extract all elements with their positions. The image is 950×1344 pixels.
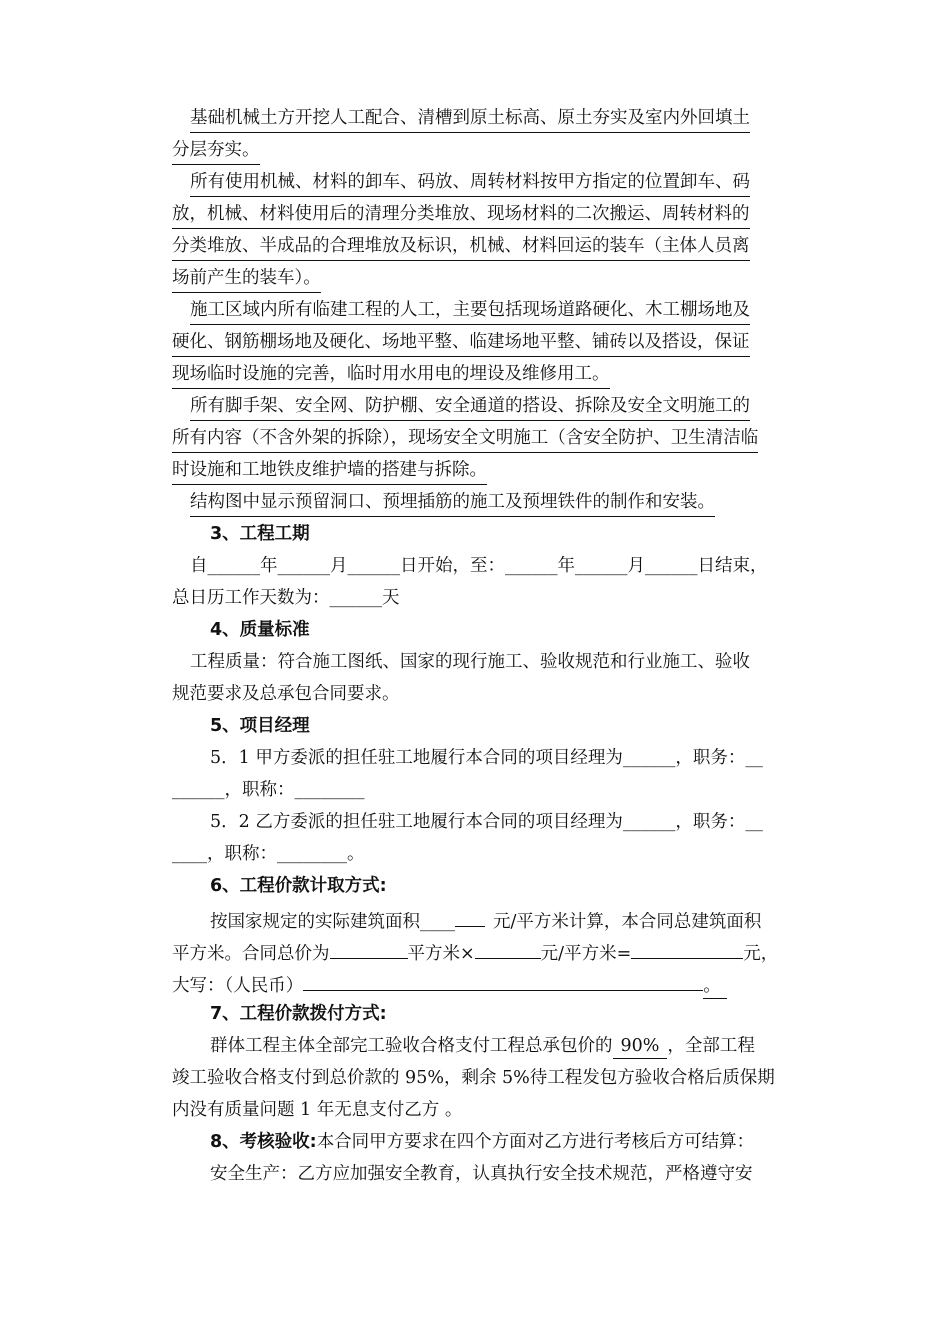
s6-line2 [172, 938, 778, 964]
s6-line2-d: 元， [743, 944, 779, 964]
section-6-heading: 6、工程价款计取方式: [210, 876, 387, 896]
s5-line1: 5．1 甲方委派的担任驻工地履行本合同的项目经理为______，职务：__ [210, 748, 763, 768]
s7-line3: 内没有质量问题 1 年无息支付乙方 。 [172, 1100, 463, 1120]
unit-price-blank[interactable] [475, 938, 541, 959]
s6-line1-b: 元/平方米计算，本合同总建筑面积 [493, 912, 762, 932]
scope-p2-line1: 所有使用机械、材料的卸车、码放、周转材料按甲方指定的位置卸车、码 [190, 170, 750, 197]
s3-line1: 自______年______月______日开始，至：______年______月______日结束， [190, 556, 768, 576]
s6-line3 [172, 970, 727, 996]
area-total-blank[interactable] [330, 938, 408, 959]
s5-line4: ____，职称：________。 [172, 844, 365, 864]
s4-line2: 规范要求及总承包合同要求。 [172, 684, 400, 704]
s7-line1-a: 群体工程主体全部完工验收合格支付工程总承包价的 [210, 1036, 613, 1056]
section-8-line [210, 1130, 754, 1156]
s8-text: 本合同甲方要求在四个方面对乙方进行考核后方可结算： [316, 1132, 755, 1152]
s6-line3-a: 大写：（人民币） [172, 976, 304, 996]
s7-line2: 竣工验收合格支付到总价款的 95%，剩余 5%待工程发包方验收合格后质保期 [172, 1068, 775, 1088]
scope-p1-line2: 分层夯实。 [172, 138, 260, 165]
section-4-heading: 4、质量标准 [210, 620, 310, 640]
scope-p4-line3: 时设施和工地铁皮维护墙的搭建与拆除。 [172, 458, 487, 485]
payment-percent: 90% [613, 1034, 668, 1059]
s5-line3: 5．2 乙方委派的担任驻工地履行本合同的项目经理为______，职务：__ [210, 812, 763, 832]
s6-line1 [210, 906, 761, 932]
s7-line1 [210, 1034, 755, 1060]
s6-line2-c: 元/平方米= [540, 944, 632, 964]
s3-line2: 总日历工作天数为：______天 [172, 588, 400, 608]
s8-line2: 安全生产：乙方应加强安全教育，认真执行安全技术规范，严格遵守安 [210, 1164, 753, 1184]
s6-line2-b: 平方米× [407, 944, 475, 964]
scope-p1-line1: 基础机械土方开挖人工配合、清槽到原土标高、原土夯实及室内外回填土 [190, 106, 750, 133]
section-3-heading: 3、工程工期 [210, 524, 310, 544]
scope-p5: 结构图中显示预留洞口、预埋插筋的施工及预埋铁件的制作和安装。 [190, 490, 715, 517]
scope-p4-line2: 所有内容（不含外架的拆除），现场安全文明施工（含安全防护、卫生清洁临 [172, 426, 758, 453]
s6-line2-a: 平方米。合同总价为 [172, 944, 330, 964]
s4-line1: 工程质量：符合施工图纸、国家的现行施工、验收规范和行业施工、验收 [190, 652, 750, 672]
s7-line1-b: ，全部工程 [667, 1036, 755, 1056]
scope-p3-line1: 施工区域内所有临建工程的人工，主要包括现场道路硬化、木工棚场地及 [190, 298, 750, 325]
s6-line3-end: 。 [703, 974, 727, 999]
section-7-heading: 7、工程价款拨付方式: [210, 1004, 387, 1024]
area-blank[interactable] [455, 906, 485, 927]
section-5-heading: 5、项目经理 [210, 716, 310, 736]
scope-p4-line1: 所有脚手架、安全网、防护棚、安全通道的搭设、拆除及安全文明施工的 [190, 394, 750, 421]
total-price-blank[interactable] [631, 938, 743, 959]
s6-line1-a: 按国家规定的实际建筑面积____ [210, 912, 455, 932]
scope-p2-line4: 场前产生的装车）。 [172, 266, 321, 293]
scope-p3-line3: 现场临时设施的完善，临时用水用电的埋设及维修用工。 [172, 362, 610, 389]
scope-p2-line2: 放，机械、材料使用后的清理分类堆放、现场材料的二次搬运、周转材料的 [172, 202, 750, 229]
s5-line2: ______，职称：________ [172, 780, 365, 800]
amount-in-words-blank[interactable] [303, 970, 703, 991]
scope-p3-line2: 硬化、钢筋棚场地及硬化、场地平整、临建场地平整、铺砖以及搭设，保证 [172, 330, 750, 357]
section-8-heading: 8、考核验收: [210, 1132, 317, 1152]
scope-p2-line3: 分类堆放、半成品的合理堆放及标识，机械、材料回运的装车（主体人员离 [172, 234, 750, 261]
